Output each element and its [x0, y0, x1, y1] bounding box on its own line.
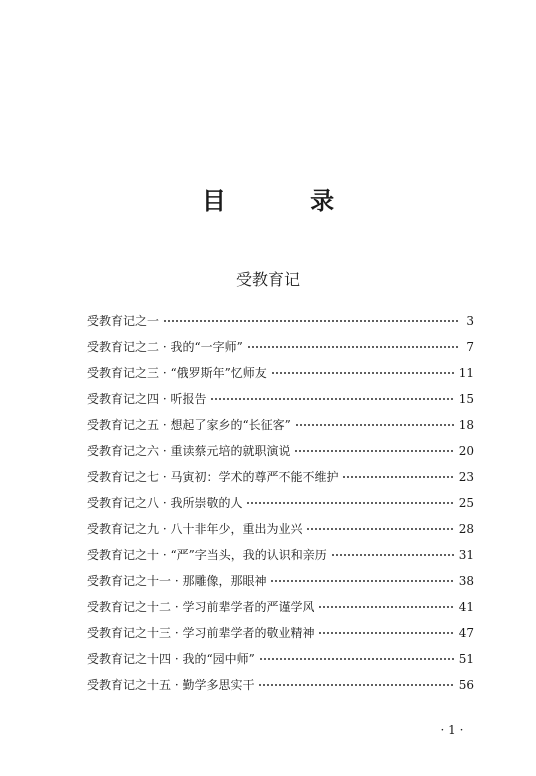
toc-entry-title: 受教育记之八 · 我所崇敬的人 [87, 496, 243, 510]
dot-leader [318, 606, 454, 608]
toc-entry-title: 受教育记之二 · 我的“一字师” [87, 340, 243, 354]
toc-entry[interactable] [87, 569, 474, 595]
toc-entry-page: 51 [458, 652, 474, 666]
toc-entry-title: 受教育记之十一 · 那雕像，那眼神 [87, 574, 267, 588]
toc-entry-title: 受教育记之六 · 重读蔡元培的就职演说 [87, 444, 291, 458]
dot-leader [331, 554, 455, 556]
toc-entry-page: 47 [458, 626, 474, 640]
dot-leader [306, 528, 454, 530]
table-of-contents [87, 309, 474, 699]
dot-leader [259, 658, 455, 660]
toc-entry-page: 41 [458, 600, 474, 614]
toc-entry-title: 受教育记之七 · 马寅初：学术的尊严不能不维护 [87, 470, 339, 484]
toc-entry-title: 受教育记之十四 · 我的“园中师” [87, 652, 255, 666]
dot-leader [318, 632, 454, 634]
section-title: 受教育记 [235, 270, 300, 289]
toc-entry-page: 23 [458, 470, 474, 484]
toc-entry[interactable] [87, 361, 474, 387]
page-title: 目 录 [201, 186, 373, 215]
page-number: · 1 · [440, 723, 464, 737]
toc-entry[interactable] [87, 335, 474, 361]
toc-entry-title: 受教育记之十 · “严”字当头，我的认识和亲历 [87, 548, 327, 562]
dot-leader [247, 346, 458, 348]
toc-entry-title: 受教育记之四 · 听报告 [87, 392, 207, 406]
toc-entry-title: 受教育记之十三 · 学习前辈学者的敬业精神 [87, 626, 315, 640]
dot-leader [342, 476, 454, 478]
toc-entry[interactable] [87, 673, 474, 699]
dot-leader [295, 424, 455, 426]
toc-entry[interactable] [87, 465, 474, 491]
dot-leader [210, 398, 454, 400]
toc-entry[interactable] [87, 621, 474, 647]
dot-leader [270, 580, 454, 582]
toc-entry[interactable] [87, 491, 474, 517]
toc-entry-title: 受教育记之五 · 想起了家乡的“长征客” [87, 418, 291, 432]
toc-entry-page: 7 [466, 340, 474, 354]
dot-leader [258, 684, 454, 686]
toc-entry-page: 28 [458, 522, 474, 536]
toc-entry[interactable] [87, 413, 474, 439]
dot-leader [163, 320, 458, 322]
toc-entry[interactable] [87, 595, 474, 621]
toc-entry-page: 38 [458, 574, 474, 588]
toc-entry-page: 3 [466, 314, 474, 328]
toc-entry-page: 56 [458, 678, 474, 692]
toc-entry-page: 18 [458, 418, 474, 432]
toc-entry-title: 受教育记之十五 · 勤学多思实干 [87, 678, 255, 692]
toc-entry[interactable] [87, 387, 474, 413]
toc-entry[interactable] [87, 439, 474, 465]
toc-entry[interactable] [87, 647, 474, 673]
toc-entry-title: 受教育记之一 [87, 314, 160, 328]
toc-entry-page: 25 [458, 496, 474, 510]
dot-leader [246, 502, 454, 504]
toc-entry-page: 20 [458, 444, 474, 458]
dot-leader [294, 450, 454, 452]
toc-entry-title: 受教育记之十二 · 学习前辈学者的严谨学风 [87, 600, 315, 614]
dot-leader [271, 372, 455, 374]
toc-entry-page: 15 [458, 392, 474, 406]
toc-entry[interactable] [87, 517, 474, 543]
toc-entry-page: 31 [458, 548, 474, 562]
toc-entry[interactable] [87, 543, 474, 569]
toc-entry-title: 受教育记之三 · “俄罗斯年”忆师友 [87, 366, 267, 380]
toc-entry[interactable] [87, 309, 474, 335]
toc-entry-title: 受教育记之九 · 八十非年少，重出为业兴 [87, 522, 303, 536]
toc-entry-page: 11 [458, 366, 474, 380]
